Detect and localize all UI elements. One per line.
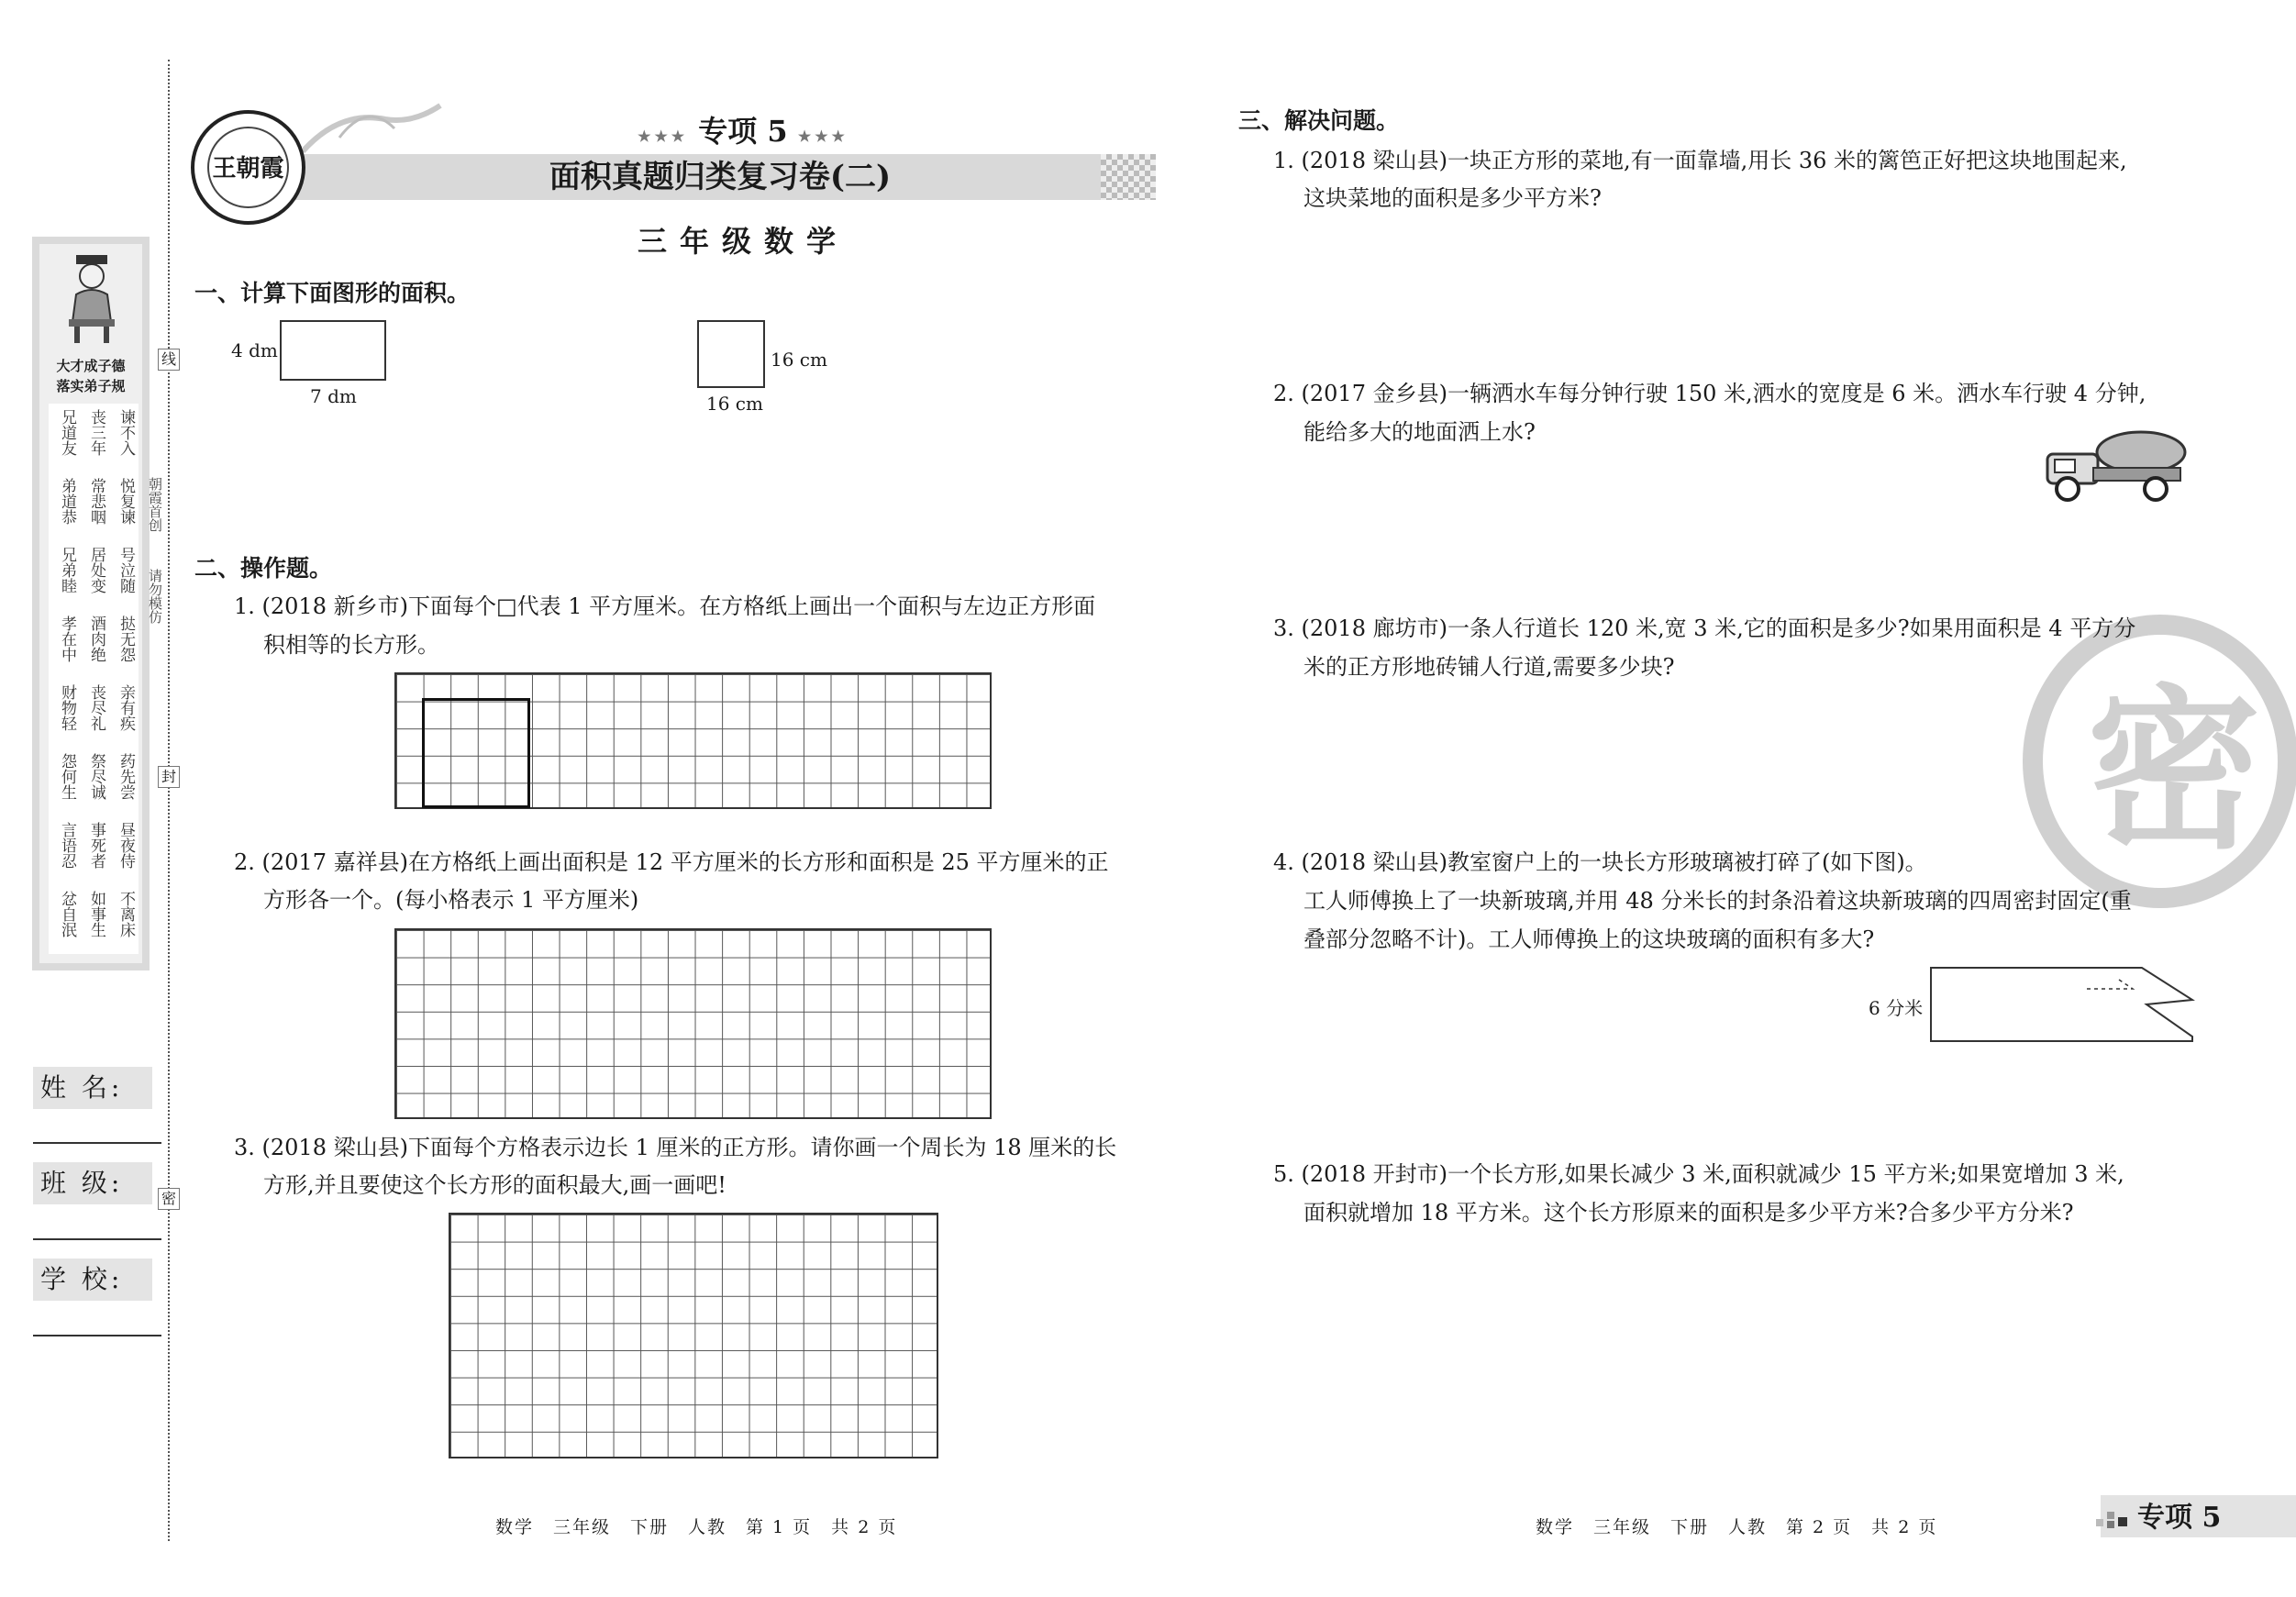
poem-table xyxy=(49,404,139,954)
poem-phrase: 兄弟睦 xyxy=(58,547,76,593)
footer-left: 数学 三年级 下册 人教 第 1 页 共 2 页 xyxy=(495,1517,898,1537)
binding-dotted-line xyxy=(168,60,170,1541)
side-note-2: 请勿模仿 xyxy=(147,569,163,624)
topic-text: 专项 5 xyxy=(698,114,788,149)
p3-q3-line1: 3. (2018 廊坊市)一条人行道长 120 米,宽 3 米,它的面积是多少?如果用面积是 4 平方分 xyxy=(1273,616,2136,641)
poem-phrase: 酒肉绝 xyxy=(87,616,105,662)
poem-phrase: 怨何生 xyxy=(58,753,76,800)
square-side-label: 16 cm xyxy=(771,349,827,371)
p2-q1-line1: 1. (2018 新乡市)下面每个□代表 1 平方厘米。在方格纸上画出一个面积与左边正方形面 xyxy=(234,593,1096,619)
corner-topic: 专项 5 xyxy=(2137,1502,2222,1534)
p3-q4-line2: 工人师傅换上了一块新玻璃,并用 48 分米长的封条沿着这块新玻璃的四周密封固定(重 xyxy=(1303,888,2132,914)
motto-line1: 大才成子德 xyxy=(56,358,126,374)
poem-phrase: 不离床 xyxy=(116,891,135,937)
p3-q2-line2: 能给多大的地面洒上水? xyxy=(1303,419,1536,445)
part3-heading: 三、解决问题。 xyxy=(1238,107,1400,134)
poem-phrase: 弟道恭 xyxy=(58,478,76,525)
motto xyxy=(32,356,150,396)
poem-phrase: 悦复谏 xyxy=(116,478,135,525)
poem-phrase: 亲有疾 xyxy=(116,684,135,731)
poem-phrase: 昼夜侍 xyxy=(116,822,135,869)
poem-phrase: 丧三年 xyxy=(87,409,105,456)
p3-q4-line3: 叠部分忽略不计)。工人师傅换上的这块玻璃的面积有多大? xyxy=(1303,926,1875,952)
p3-q4-line1: 4. (2018 梁山县)教室窗户上的一块长方形玻璃被打碎了(如下图)。 xyxy=(1273,849,1927,875)
ribbon-bow xyxy=(303,101,449,156)
footer-right: 数学 三年级 下册 人教 第 2 页 共 2 页 xyxy=(1536,1517,1938,1537)
p2-q2-line2: 方形各一个。(每小格表示 1 平方厘米) xyxy=(263,887,639,913)
mark-dense: 密 xyxy=(158,1188,180,1210)
poem-phrase: 事死者 xyxy=(87,822,105,869)
poem-phrase: 常悲咽 xyxy=(87,478,105,525)
school-field[interactable] xyxy=(33,1335,161,1336)
poem-phrase: 号泣随 xyxy=(116,547,135,593)
poem-phrase: 言语忍 xyxy=(58,822,76,869)
logo-text: 王朝霞 xyxy=(207,127,289,208)
p2-q2-line1: 2. (2017 嘉祥县)在方格纸上画出面积是 12 平方厘米的长方形和面积是 25 平方厘米的正 xyxy=(234,849,1109,875)
motto-line2: 落实弟子规 xyxy=(56,378,126,394)
p3-q2-line1: 2. (2017 金乡县)一辆洒水车每分钟行驶 150 米,洒水的宽度是 6 米。洒水车行驶 4 分钟, xyxy=(1273,381,2146,406)
rectangle-figure xyxy=(280,320,386,381)
brand-logo xyxy=(191,110,305,225)
broken-glass-figure xyxy=(1926,963,2197,1046)
poem-phrase: 如事生 xyxy=(87,891,105,937)
poem-phrase: 祭尽诚 xyxy=(87,753,105,800)
mark-seal: 封 xyxy=(158,766,180,788)
p2-q3-line2: 方形,并且要使这个长方形的面积最大,画一画吧! xyxy=(263,1172,727,1198)
square-bottom-label: 16 cm xyxy=(706,393,763,415)
corner-squares-icon xyxy=(2096,1504,2129,1530)
poem-phrase: 丧尽礼 xyxy=(87,684,105,731)
watermark-char: 密 xyxy=(2086,668,2261,872)
p3-q5-line1: 5. (2018 开封市)一个长方形,如果长减少 3 米,面积就减少 15 平方米;如果宽增加 3 米, xyxy=(1273,1161,2124,1187)
name-field[interactable] xyxy=(33,1142,161,1144)
p2-q1-line2: 积相等的长方形。 xyxy=(263,632,439,658)
poem-phrase: 兄道友 xyxy=(58,409,76,456)
p3-q5-line2: 面积就增加 18 平方米。这个长方形原来的面积是多少平方米?合多少平方分米? xyxy=(1303,1200,2074,1225)
school-label: 学 校: xyxy=(33,1259,152,1301)
mark-line: 线 xyxy=(158,349,180,371)
poem-phrase: 孝在中 xyxy=(58,616,76,662)
page-subtitle: 三年级数学 xyxy=(637,224,849,259)
square-figure xyxy=(697,320,765,388)
poem-phrase: 药先尝 xyxy=(116,753,135,800)
star-icon-right: ★★★ xyxy=(797,128,849,145)
topic-label xyxy=(587,108,899,150)
class-field[interactable] xyxy=(33,1238,161,1240)
name-label: 姓 名: xyxy=(33,1067,152,1109)
glass-height-label: 6 分米 xyxy=(1869,997,1924,1019)
p3-q3-line2: 米的正方形地砖铺人行道,需要多少块? xyxy=(1303,654,1675,680)
grid-paper-3[interactable] xyxy=(449,1213,938,1458)
p3-q1-line1: 1. (2018 梁山县)一块正方形的菜地,有一面靠墙,用长 36 米的篱笆正好把这块地围起来, xyxy=(1273,148,2127,173)
poem-phrase: 谏不入 xyxy=(116,409,135,456)
page-title: 面积真题归类复习卷(二) xyxy=(549,159,892,195)
given-square xyxy=(422,698,530,808)
p3-q1-line2: 这块菜地的面积是多少平方米? xyxy=(1303,185,1602,211)
poem-phrase: 挞无怨 xyxy=(116,616,135,662)
class-label: 班 级: xyxy=(33,1162,152,1204)
scholar-illustration xyxy=(69,253,115,345)
poem-phrase: 财物轻 xyxy=(58,684,76,731)
poem-phrase: 居处变 xyxy=(87,547,105,593)
p2-q3-line1: 3. (2018 梁山县)下面每个方格表示边长 1 厘米的正方形。请你画一个周长为 18 厘米的长 xyxy=(234,1135,1117,1160)
star-icon-left: ★★★ xyxy=(638,128,689,145)
rect-height-label: 4 dm xyxy=(231,339,278,361)
grid-paper-2[interactable] xyxy=(394,928,992,1119)
sidebar-panel xyxy=(32,237,150,970)
part2-heading: 二、操作题。 xyxy=(194,555,333,582)
part1-heading: 一、计算下面图形的面积。 xyxy=(194,280,471,306)
water-truck-icon xyxy=(2038,417,2190,505)
poem-phrase: 忿自泯 xyxy=(58,891,76,937)
rect-width-label: 7 dm xyxy=(310,385,357,407)
side-note-1: 朝霞首创 xyxy=(147,477,163,532)
